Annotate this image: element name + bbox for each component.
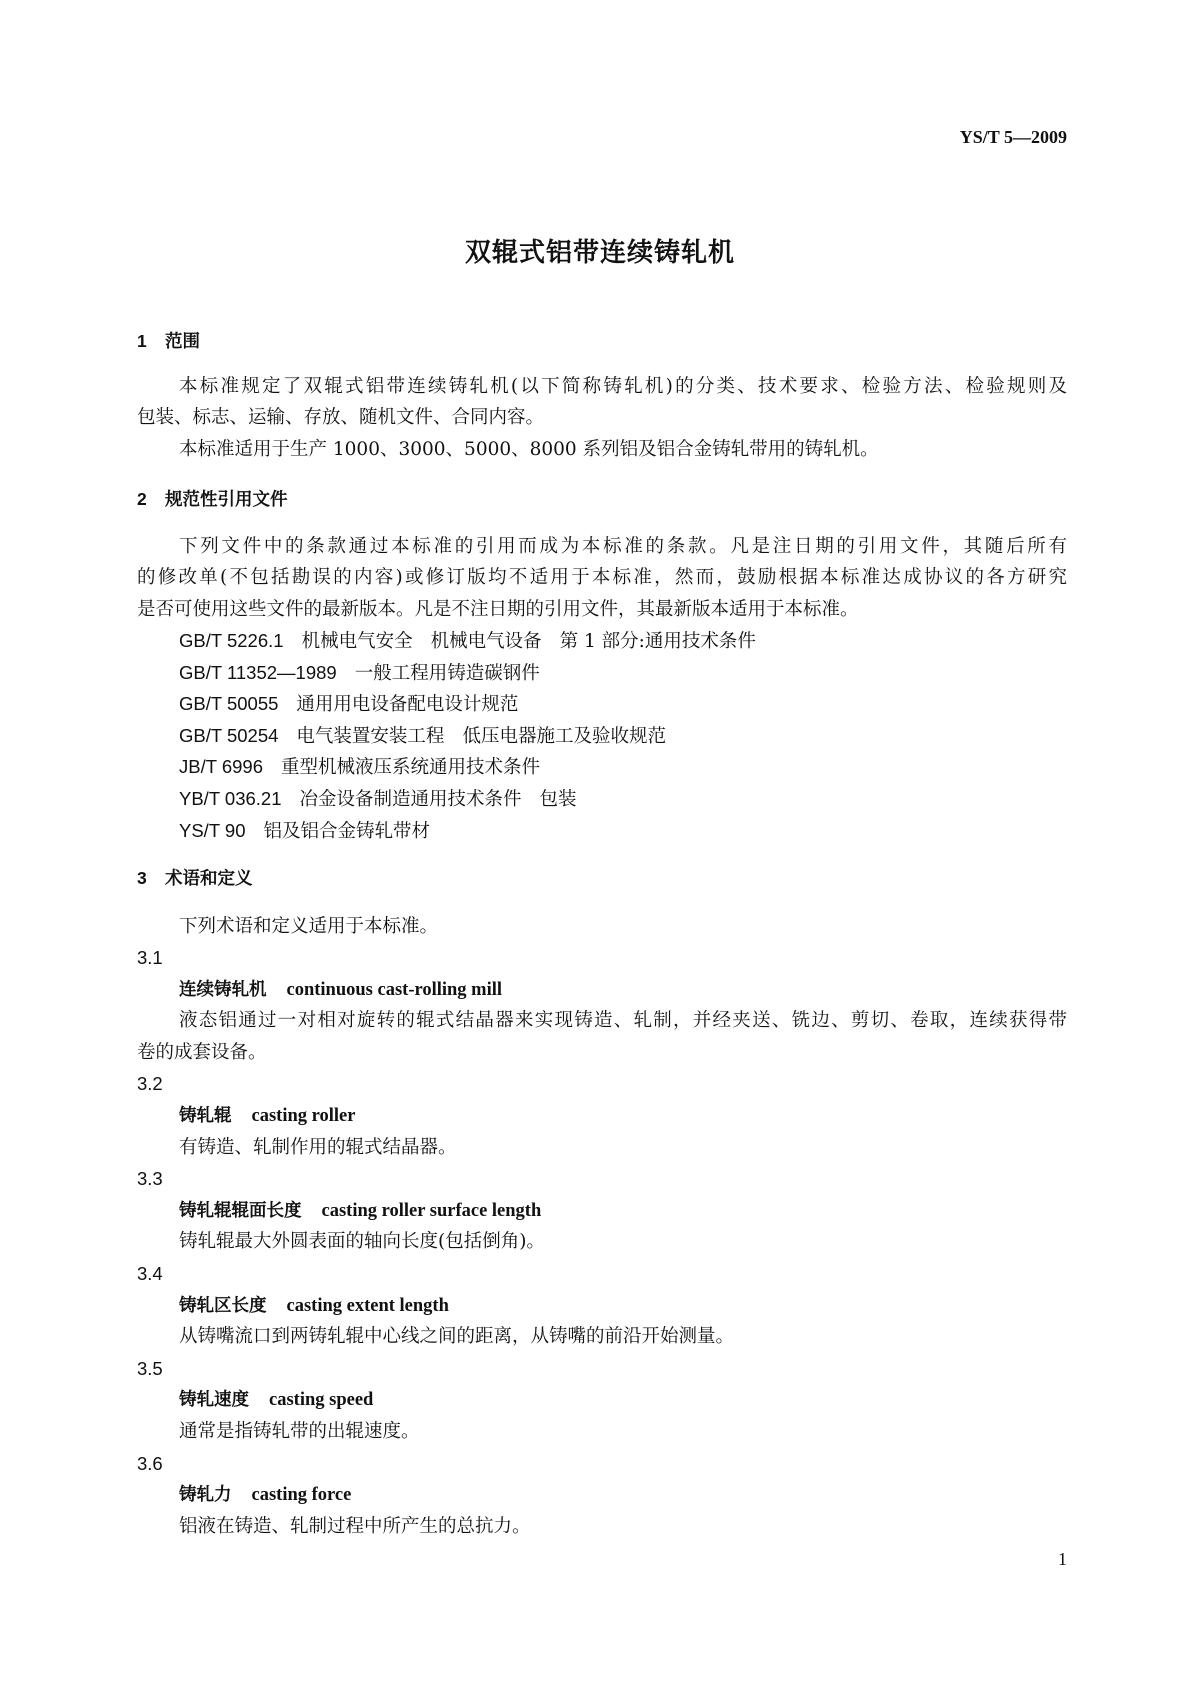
section-2-heading xyxy=(137,487,288,512)
term-number: 3.3 xyxy=(137,1168,163,1190)
reference-code: GB/T 50055 xyxy=(179,693,279,715)
term-heading xyxy=(179,978,502,1002)
term-definition: 铸轧辊最大外圆表面的轴向长度(包括倒角)。 xyxy=(179,1231,545,1253)
section-number: 2 xyxy=(137,489,147,509)
paragraph: 下列术语和定义适用于本标准。 xyxy=(179,916,439,937)
paragraph-line: 下列文件中的条款通过本标准的引用而成为本标准的条款。凡是注日期的引用文件，其随后所有 xyxy=(179,536,1067,557)
section-3-heading xyxy=(137,866,253,891)
reference-title: 包装 xyxy=(539,789,577,810)
term-heading xyxy=(179,1388,373,1412)
paragraph-line: 本标准规定了双辊式铝带连续铸轧机(以下简称铸轧机)的分类、技术要求、检验方法、检验规则及 xyxy=(179,376,1067,397)
reference-code: GB/T 50254 xyxy=(179,724,279,746)
reference-code: YS/T 90 xyxy=(179,819,246,841)
term-definition: 通常是指铸轧带的出辊速度。 xyxy=(179,1421,420,1442)
reference-title: 机械电气安全 xyxy=(301,631,413,652)
section-1-heading xyxy=(137,329,200,354)
paragraph: 本标准适用于生产 1000、3000、5000、8000 系列铝及铝合金铸轧带用的铸轧机。 xyxy=(179,439,879,460)
term-english: casting extent length xyxy=(286,1295,449,1316)
reference-item xyxy=(179,724,684,749)
term-english: casting roller surface length xyxy=(321,1200,542,1221)
term-chinese: 连续铸轧机 xyxy=(179,979,267,1000)
term-chinese: 铸轧区长度 xyxy=(179,1295,267,1316)
term-english: casting force xyxy=(251,1485,352,1506)
reference-title: 通用用电设备配电设计规范 xyxy=(296,694,519,716)
reference-title: 电气装置安装工程 xyxy=(296,725,445,747)
reference-title: 机械电气设备 xyxy=(430,631,542,652)
term-english: casting roller xyxy=(251,1106,356,1126)
term-number: 3.4 xyxy=(137,1263,163,1284)
reference-item xyxy=(179,819,448,844)
term-chinese: 铸轧辊 xyxy=(179,1106,232,1126)
term-number: 3.6 xyxy=(137,1452,163,1474)
term-heading xyxy=(179,1199,541,1223)
reference-code: JB/T 6996 xyxy=(179,756,263,778)
term-chinese: 铸轧辊辊面长度 xyxy=(179,1200,302,1221)
reference-title: 一般工程用铸造碳钢件 xyxy=(354,662,540,684)
reference-item xyxy=(179,661,558,686)
paragraph-line: 的修改单(不包括勘误的内容)或修订版均不适用于本标准，然而，鼓励根据本标准达成协议的各方研究 xyxy=(137,567,1067,588)
reference-item xyxy=(179,787,595,812)
reference-item xyxy=(179,755,558,780)
reference-code: GB/T 11352—1989 xyxy=(179,661,337,683)
standard-number: YS/T 5—2009 xyxy=(959,127,1067,147)
term-chinese: 铸轧力 xyxy=(179,1485,232,1506)
reference-title: 铝及铝合金铸轧带材 xyxy=(263,820,431,842)
reference-title: 重型机械液压系统通用技术条件 xyxy=(281,757,541,779)
document-title: 双辊式铝带连续铸轧机 xyxy=(464,238,735,268)
term-definition: 有铸造、轧制作用的辊式结晶器。 xyxy=(179,1136,457,1158)
term-definition: 从铸嘴流口到两铸轧辊中心线之间的距离，从铸嘴的前沿开始测量。 xyxy=(179,1326,735,1348)
term-number: 3.5 xyxy=(137,1357,163,1379)
term-definition: 铝液在铸造、轧制过程中所产生的总抗力。 xyxy=(179,1515,531,1537)
term-english: continuous cast-rolling mill xyxy=(286,979,503,1000)
term-english: casting speed xyxy=(269,1390,374,1411)
reference-title: 低压电器施工及验收规范 xyxy=(462,725,666,747)
section-title: 术语和定义 xyxy=(165,869,253,889)
reference-item xyxy=(179,629,774,654)
reference-item xyxy=(179,692,536,717)
paragraph-line: 包装、标志、运输、存放、随机文件、合同内容。 xyxy=(137,407,545,428)
term-definition: 卷的成套设备。 xyxy=(137,1041,267,1063)
section-number: 1 xyxy=(137,331,147,351)
term-heading xyxy=(179,1294,449,1318)
page-number: 1 xyxy=(1058,1549,1067,1569)
term-number: 3.2 xyxy=(137,1073,163,1095)
section-title: 规范性引用文件 xyxy=(165,490,288,510)
term-definition: 液态铝通过一对相对旋转的辊式结晶器来实现铸造、轧制，并经夹送、铣边、剪切、卷取，连续获得带 xyxy=(179,1010,1067,1032)
paragraph-line: 是否可使用这些文件的最新版本。凡是不注日期的引用文件，其最新版本适用于本标准。 xyxy=(137,599,859,620)
reference-code: GB/T 5226.1 xyxy=(179,630,284,651)
reference-title: 第 1 部分:通用技术条件 xyxy=(559,631,756,652)
reference-code: YB/T 036.21 xyxy=(179,788,282,809)
term-heading xyxy=(179,1104,355,1128)
term-chinese: 铸轧速度 xyxy=(179,1390,249,1411)
term-number: 3.1 xyxy=(137,947,163,968)
section-title: 范围 xyxy=(165,332,201,352)
reference-title: 冶金设备制造通用技术条件 xyxy=(299,789,522,810)
section-number: 3 xyxy=(137,868,147,888)
term-heading xyxy=(179,1483,351,1507)
